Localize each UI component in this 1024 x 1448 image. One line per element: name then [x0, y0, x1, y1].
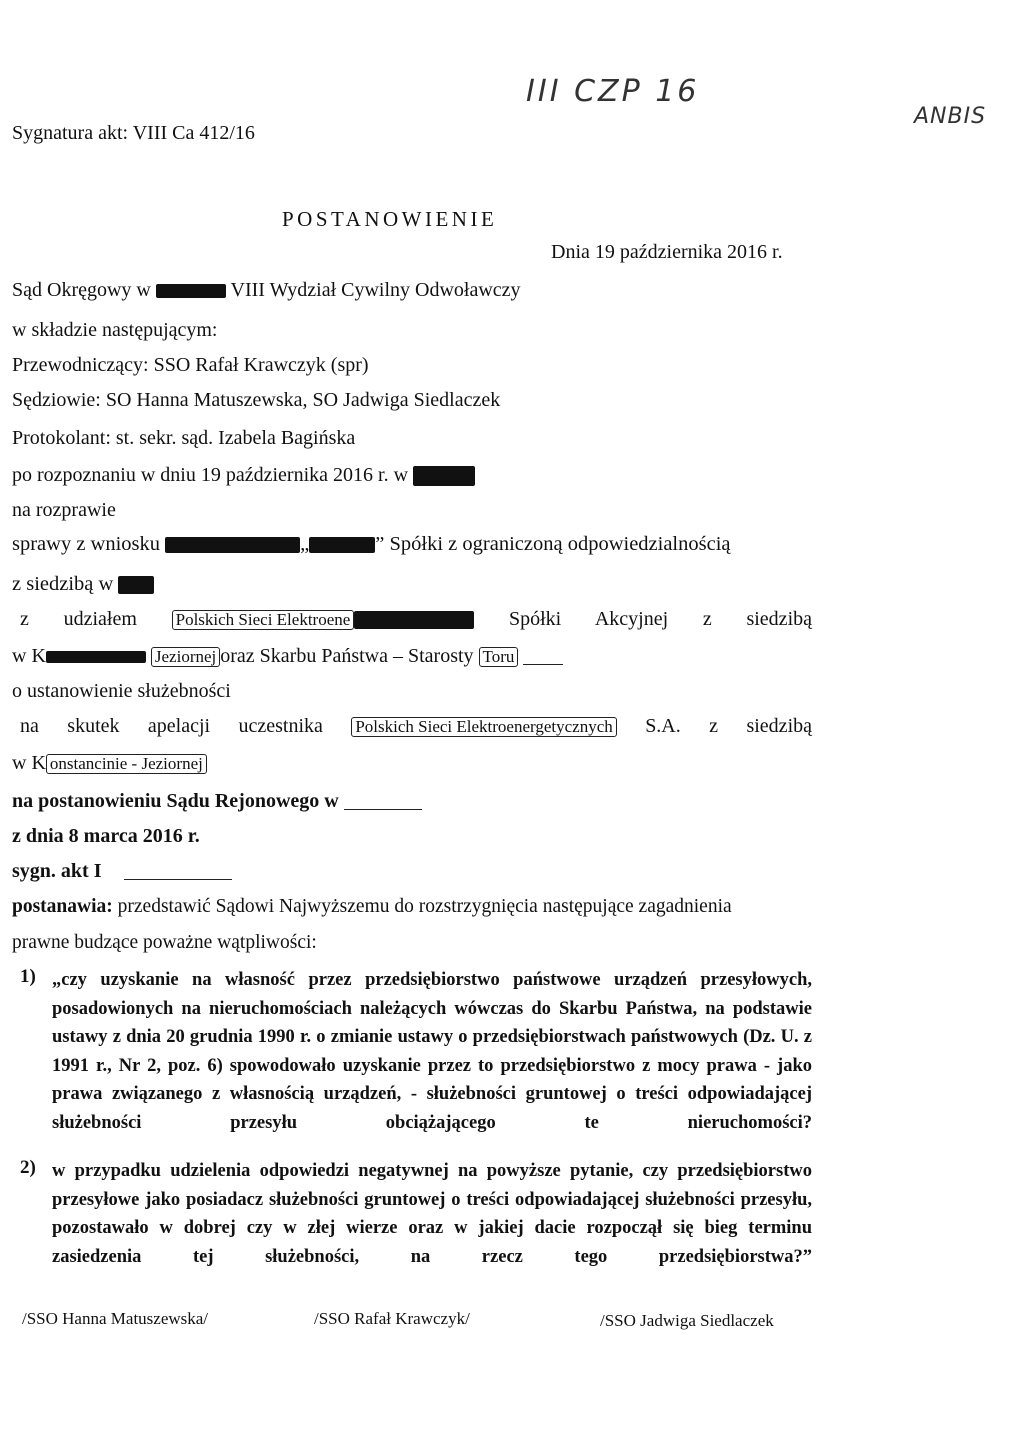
participant-word: udziałem	[63, 608, 137, 630]
underline-blank	[523, 650, 563, 665]
participant-name-box: Polskich Sieci Elektroene	[172, 610, 355, 630]
case-seat	[12, 573, 154, 596]
appeal-word: uczestnika	[238, 715, 323, 737]
appeal-word: S.A.	[645, 715, 681, 737]
case-seat-label: z siedzibą w	[12, 573, 114, 595]
participant-cont-box: Jeziornej	[151, 647, 220, 667]
question-text: „czy uzyskanie na własność przez przedsiębiorstwo państwowe urządzeń przesyłowych, posadowionych na nieruchomościach należących wówczas do Skarbu Państwa, na podstawie ustawy z dnia 20 grudnia 1990 r. o zmianie ustawy o przedsiębiorstwach państwowych (Dz. U. z 1991 r., Nr 2, poz. 6) spowodowało uzyskanie przez to przedsiębiorstwo z mocy prawa - jako prawa związanego z własnością urządzeń, - służebności gruntowej o treści odpowiadającej służebności przesyłu obciążającego te nieruchomości?	[52, 970, 812, 1133]
ruling-line-2: prawne budzące poważne wątpliwości:	[12, 932, 317, 953]
ruling-label: postanawia:	[12, 896, 113, 917]
lower-court-label: na postanowieniu Sądu Rejonowego w	[12, 790, 339, 812]
appeal-cont-prefix: w K	[12, 752, 46, 774]
participant-cont-box2: Toru	[479, 647, 519, 667]
subject-line: o ustanowienie służebności	[12, 680, 231, 702]
lower-court-ref	[12, 860, 232, 883]
hearing-line	[12, 464, 475, 487]
stamp-mark: ANBIS	[914, 104, 987, 129]
participant-name	[172, 608, 475, 630]
date-line: Dnia 19 października 2016 r.	[551, 241, 783, 263]
handwritten-note: III CZP 16	[526, 74, 700, 109]
underline-blank	[124, 865, 232, 880]
appeal-word: skutek	[67, 715, 120, 737]
session-line: na rozprawie	[12, 499, 116, 521]
participant-word: Akcyjnej	[594, 608, 669, 630]
case-quote-open: „	[300, 533, 310, 555]
question-number: 2)	[20, 1157, 36, 1178]
appeal-name-box: Polskich Sieci Elektroenergetycznych	[351, 717, 616, 737]
appeal-cont-box: onstancinie - Jeziornej	[46, 754, 207, 774]
document-title: POSTANOWIENIE	[282, 207, 498, 231]
underline-blank	[344, 795, 422, 810]
participant-word: Spółki	[509, 608, 562, 630]
participant-cont-prefix: w K	[12, 645, 46, 667]
redaction	[165, 537, 300, 553]
ruling-line	[12, 896, 732, 918]
participant-cont	[12, 645, 563, 668]
appeal-word: na	[20, 715, 39, 737]
redaction	[118, 576, 154, 594]
lower-court-ref-label: sygn. akt I	[12, 860, 102, 882]
redaction	[354, 611, 474, 629]
redaction	[46, 651, 146, 663]
court-division: VIII Wydział Cywilny Odwoławczy	[230, 279, 521, 301]
question-text: w przypadku udzielenia odpowiedzi negatywnej na powyższe pytanie, czy przedsiębiorstwo przesyłowe jako posiadacz służebności gruntowej o treści odpowiadającej służebności przesyłu, pozostawało w dobrej czy w złej wierze oraz w jakiej dacie rozpoczął się bieg terminu zasiedzenia tej służebności, na rzecz tego przedsiębiorstwa?”	[52, 1161, 812, 1267]
appeal-line	[20, 715, 812, 738]
judges-line: Sędziowie: SO Hanna Matuszewska, SO Jadwiga Siedlaczek	[12, 389, 501, 411]
signature: /SSO Jadwiga Siedlaczek	[600, 1311, 774, 1330]
case-prefix: sprawy z wniosku	[12, 533, 161, 555]
appeal-cont	[12, 752, 207, 775]
appeal-word: z	[709, 715, 719, 737]
lower-court-date: z dnia 8 marca 2016 r.	[12, 825, 200, 847]
clerk-line: Protokolant: st. sekr. sąd. Izabela Bagińska	[12, 427, 356, 449]
participant-cont-middle: oraz Skarbu Państwa – Starosty	[220, 645, 474, 667]
composition-label: w składzie następującym:	[12, 319, 218, 341]
case-signature: Sygnatura akt: VIII Ca 412/16	[12, 122, 255, 144]
participant-word: z	[702, 608, 712, 630]
presiding-judge: Przewodniczący: SSO Rafał Krawczyk (spr)	[12, 354, 369, 376]
redaction	[309, 537, 375, 553]
participant-word: siedzibą	[746, 608, 812, 630]
court-prefix: Sąd Okręgowy w	[12, 279, 151, 301]
participant-word: z	[20, 608, 29, 630]
court-line	[12, 279, 521, 302]
hearing-prefix: po rozpoznaniu w dniu 19 października 2016 r. w	[12, 464, 409, 486]
question-number: 1)	[20, 966, 36, 987]
redaction	[156, 284, 226, 298]
ruling-text: przedstawić Sądowi Najwyższemu do rozstrzygnięcia następujące zagadnienia	[117, 896, 732, 917]
signature: /SSO Rafał Krawczyk/	[314, 1309, 470, 1328]
case-line	[12, 533, 731, 556]
redaction	[413, 466, 475, 486]
appeal-word: apelacji	[147, 715, 211, 737]
case-suffix: ” Spółki z ograniczoną odpowiedzialnością	[375, 533, 731, 555]
lower-court-line	[12, 790, 422, 813]
signature: /SSO Hanna Matuszewska/	[22, 1309, 209, 1328]
participant-line	[20, 608, 812, 631]
appeal-word: siedzibą	[746, 715, 812, 737]
